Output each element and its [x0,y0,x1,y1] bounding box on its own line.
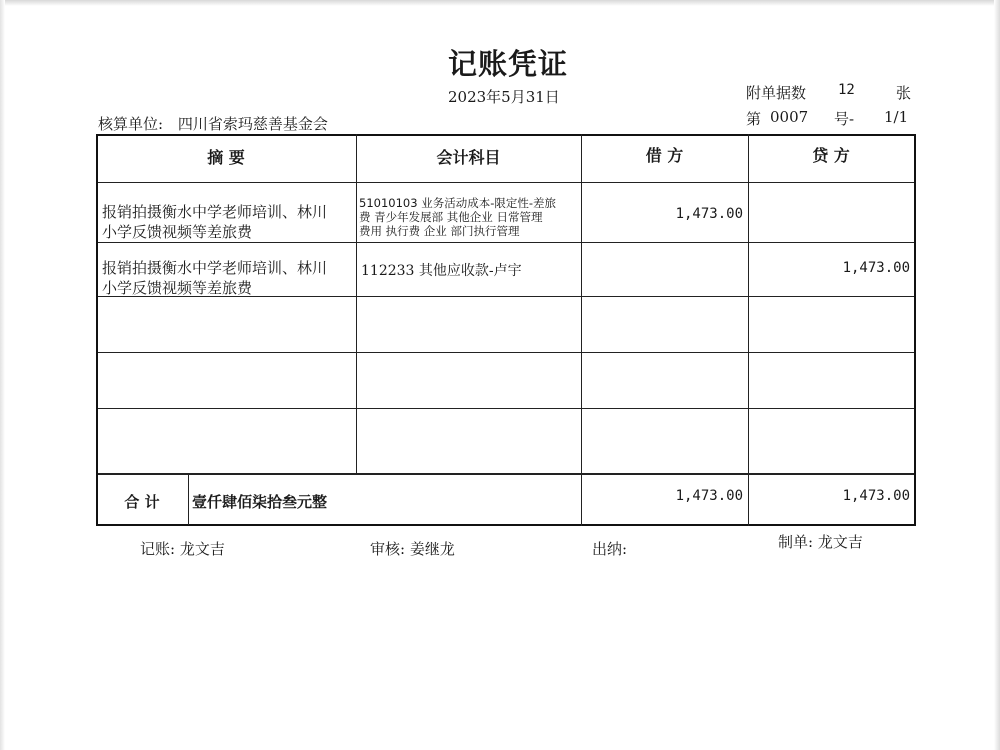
voucher-suffix: 号- [834,110,855,128]
account-line: 费用 执行费 企业 部门执行管理 [359,224,520,238]
column-divider [748,134,749,526]
accounting-unit-label: 核算单位: [98,115,164,133]
account-line: 费 青少年发展部 其他企业 日常管理 [359,210,543,224]
accounting-unit [98,113,328,134]
table-border-bottom [96,524,916,526]
summary-line: 小学反馈视频等差旅费 [102,279,253,297]
bookkeeper-label: 记账: [140,540,176,558]
header-credit: 贷 方 [812,146,850,165]
reviewer-label: 审核: [370,540,406,558]
table-border-left [96,134,98,526]
preparer-name: 龙文吉 [817,533,863,551]
column-divider [356,134,357,474]
summary-line: 报销拍摄衡水中学老师培训、林川 [102,259,328,277]
preparer-label: 制单: [778,533,814,551]
header-account: 会计科目 [436,148,501,167]
cashier-signature [592,538,627,559]
row-account [359,196,581,238]
total-credit: 1,473.00 [842,488,910,504]
total-amount-words: 壹仟肆佰柒拾叁元整 [192,493,328,511]
attachment-unit: 张 [896,84,912,102]
column-divider [581,134,582,526]
table-border-top [96,134,916,136]
attachment-number: 12 [838,82,855,98]
attachment-label: 附单据数 [746,84,807,102]
voucher-date: 2023年5月31日 [448,88,560,106]
scan-edge [0,0,5,750]
column-divider [188,473,189,525]
scan-edge [994,0,1000,750]
summary-line: 小学反馈视频等差旅费 [102,223,253,241]
reviewer-signature [370,538,455,559]
scan-edge [0,0,1000,6]
table-border-right [914,134,916,526]
row-credit-amount: 1,473.00 [842,260,910,276]
header-debit: 借 方 [645,146,684,165]
row-summary [102,258,352,298]
header-summary: 摘 要 [207,148,245,167]
voucher-table [96,134,916,526]
bookkeeper-name: 龙文吉 [179,540,225,558]
reviewer-name: 姜继龙 [409,540,455,558]
voucher-prefix: 第 [746,110,762,128]
accounting-unit-name: 四川省索玛慈善基金会 [177,115,328,133]
row-debit-amount: 1,473.00 [675,206,743,222]
account-line: 51010103 业务活动成本-限定性-差旅 [359,196,556,210]
row-divider [96,473,916,475]
bookkeeper-signature [140,538,225,559]
cashier-label: 出纳: [592,540,628,558]
summary-line: 报销拍摄衡水中学老师培训、林川 [102,203,328,221]
row-account: 112233 其他应收款-卢宇 [361,263,522,279]
voucher-page: 1/1 [884,108,909,126]
total-label: 合 计 [124,493,160,511]
voucher-number-value: 0007 [770,108,809,126]
row-divider [96,352,916,353]
row-divider [96,408,916,409]
row-summary [102,202,352,242]
voucher-title: 记账凭证 [447,47,568,81]
row-divider [96,242,916,243]
total-debit: 1,473.00 [675,488,743,504]
row-divider [96,182,916,183]
preparer-signature [778,531,863,552]
